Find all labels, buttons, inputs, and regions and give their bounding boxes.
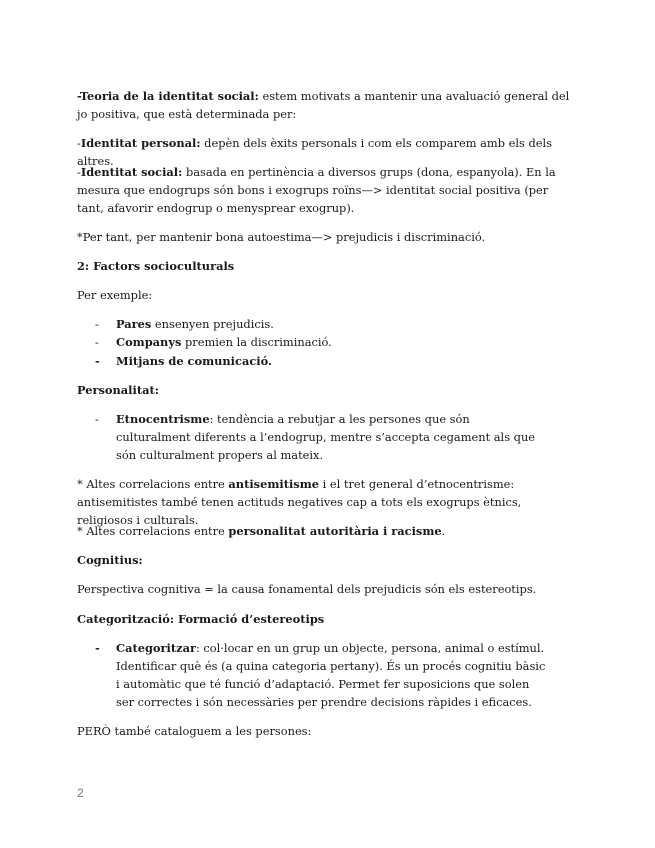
paragraph-social-identity-theory: -Teoria de la identitat social: estem motivats a mantenir una avaluació general del jo positiva, que està determinada per: [77,89,570,121]
paragraph-but-also: PERÒ també cataloguem a les persones: [77,724,312,738]
list-bullet: - [95,641,100,655]
list-item-media: Mitjans de comunicació. [116,354,272,368]
paragraph-authoritarian-correlation: * Altes correlacions entre personalitat autoritària i racisme. [77,524,446,538]
paragraph-conclusion: *Per tant, per mantenir bona autoestima—> prejudicis i discriminació. [77,230,486,244]
heading-sociocultural-factors: 2: Factors socioculturals [77,259,235,273]
paragraph-antisemitism-correlation: * Altes correlacions entre antisemitisme i el tret general d’etnocentrisme: antisemitistes també tenen actituds negatives cap a tots els exogrups ètnics, religiosos i culturals. [77,477,522,527]
paragraph-for-example: Per exemple: [77,288,153,302]
list-item-ethnocentrism: Etnocentrisme: tendència a rebutjar a les persones que són culturalment diferents a l’endogrup, mentre s’accepta cegament als que són culturalment propers al mateix. [116,412,536,462]
list-item-peers: Companys premien la discriminació. [116,335,332,349]
page-number: 2 [77,786,84,800]
paragraph-cognitive-perspective: Perspectiva cognitiva = la causa fonamental dels prejudicis són els estereotips. [77,582,537,596]
list-item-categorize: Categoritzar: col·locar en un grup un objecte, persona, animal o estímul. Identificar què és (a quina categoria pertany). És un procés cognitiu bàsic i automàtic que té funció d’adaptació. Permet fer suposicions que solen ser correctes i són necessàries per prendre decisions ràpides i eficaces. [116,641,546,709]
list-bullet: - [95,335,99,349]
list-bullet: - [95,317,99,331]
list-item-parents: Pares ensenyen prejudicis. [116,317,274,331]
paragraph-social-identity: -Identitat social: basada en pertinència a diversos grups (dona, espanyola). En la mesura que endogrups són bons i exogrups roïns—> identitat social positiva (per tant, afavorir endogrup o menysprear exogrup). [77,165,556,215]
list-bullet: - [95,412,99,426]
heading-personality: Personalitat: [77,383,159,397]
paragraph-personal-identity: -Identitat personal: depèn dels èxits personals i com els comparem amb els dels altres. [77,136,552,168]
heading-categorization: Categorització: Formació d’estereotips [77,612,325,626]
list-bullet: - [95,354,100,368]
heading-cognitive: Cognitius: [77,553,143,567]
